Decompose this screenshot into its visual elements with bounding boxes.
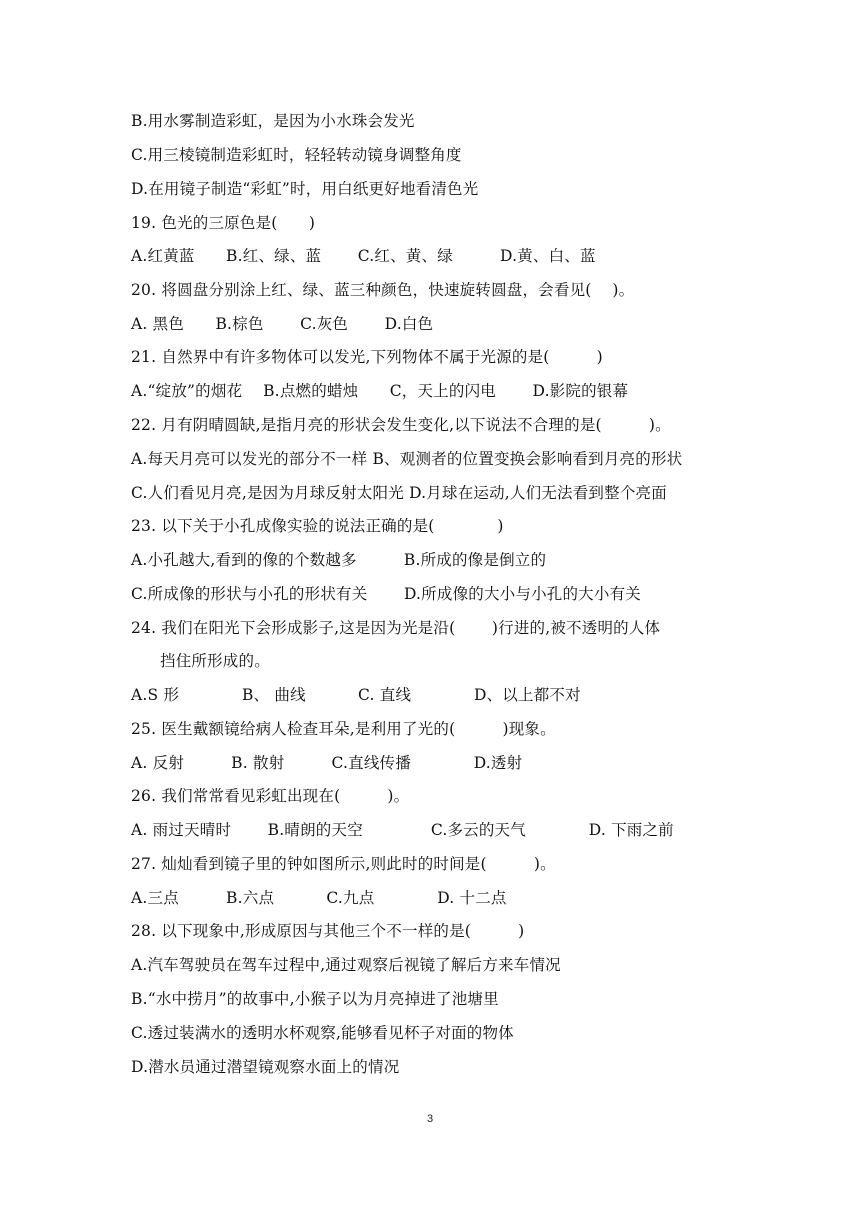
options-22-cd: C.人们看见月亮,是因为月球反射太阳光 D.月球在运动,人们无法看到整个亮面 [131,484,667,502]
options-19: A.红黄蓝 B.红、绿、蓝 C.红、黄、绿 D.黄、白、蓝 [131,247,596,265]
options-22-ab: A.每天月亮可以发光的部分不一样 B、观测者的位置变换会影响看到月亮的形状 [131,450,683,468]
question-19: 19. 色光的三原色是( ) [131,214,316,232]
question-26: 26. 我们常常看见彩虹出现在( )。 [131,787,410,805]
question-23: 23. 以下关于小孔成像实验的说法正确的是( ) [131,517,504,535]
question-24-continued: 挡住所形成的。 [160,652,270,670]
options-27: A.三点 B.六点 C.九点 D. 十二点 [131,889,507,907]
options-23-ab: A.小孔越大,看到的像的个数越多 B.所成的像是倒立的 [131,551,547,569]
option-18c: C.用三棱镜制造彩虹时，轻轻转动镜身调整角度 [131,146,462,164]
option-18b: B.用水雾制造彩虹，是因为小水珠会发光 [131,112,415,130]
question-28: 28. 以下现象中,形成原因与其他三个不一样的是( ) [131,922,525,940]
options-25: A. 反射 B. 散射 C.直线传播 D.透射 [131,754,523,772]
question-20: 20. 将圆盘分别涂上红、绿、蓝三种颜色，快速旋转圆盘，会看见( )。 [131,281,635,299]
options-26: A. 雨过天晴时 B.晴朗的天空 C.多云的天气 D. 下雨之前 [131,821,674,839]
option-28a: A.汽车驾驶员在驾车过程中,通过观察后视镜了解后方来车情况 [131,956,561,974]
page-number: 3 [426,1113,434,1125]
option-28c: C.透过装满水的透明水杯观察,能够看见杯子对面的物体 [131,1024,514,1042]
option-28b: B.“水中捞月”的故事中,小猴子以为月亮掉进了池塘里 [131,990,499,1008]
question-24: 24. 我们在阳光下会形成影子,这是因为光是沿( )行进的,被不透明的人体 [131,619,661,637]
option-18d: D.在用镜子制造“彩虹”时，用白纸更好地看清色光 [131,180,479,198]
question-27: 27. 灿灿看到镜子里的钟如图所示,则此时的时间是( )。 [131,855,556,873]
options-20: A. 黑色 B.棕色 C.灰色 D.白色 [131,315,434,333]
options-24: A.S 形 B、 曲线 C. 直线 D、以上都不对 [131,686,581,704]
question-25: 25. 医生戴额镜给病人检查耳朵,是利用了光的( )现象。 [131,720,556,738]
question-21: 21. 自然界中有许多物体可以发光,下列物体不属于光源的是( ) [131,348,603,366]
options-21: A.“绽放”的烟花 B.点燃的蜡烛 C，天上的闪电 D.影院的银幕 [131,382,629,400]
options-23-cd: C.所成像的形状与小孔的形状有关 D.所成像的大小与小孔的大小有关 [131,585,641,603]
option-28d: D.潜水员通过潜望镜观察水面上的情况 [131,1058,400,1076]
question-22: 22. 月有阴晴圆缺,是指月亮的形状会发生变化,以下说法不合理的是( )。 [131,416,671,434]
